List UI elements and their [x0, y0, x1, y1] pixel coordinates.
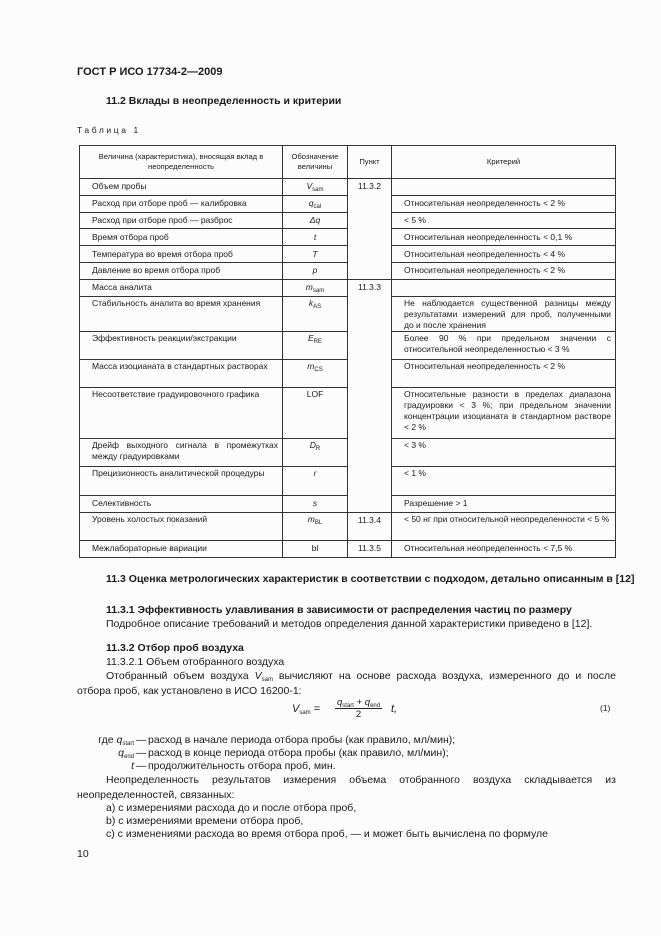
quantity-cell: Расход при отборе проб — разброс: [80, 212, 283, 229]
column-header: Обозначение величины: [283, 146, 348, 179]
section-11-3-2-heading: 11.3.2 Отбор проб воздуха: [106, 642, 244, 654]
symbol-cell: p: [283, 262, 348, 279]
symbol-cell: s: [283, 495, 348, 512]
table-row: [80, 279, 616, 296]
symbol-cell: LOF: [283, 388, 348, 439]
criterion-cell: Относительные разности в пределах диапазона градуировки < 3 %; при предельном значении концентрации изоцианата в стандартном растворе < 2 %: [392, 388, 616, 439]
symbol-cell: $D_R$: [283, 439, 348, 467]
symbol-cell: $m_{BL}$: [283, 512, 348, 540]
criterion-cell: Относительная неопределенность < 2 %: [392, 359, 616, 387]
quantity-cell: Объем пробы: [80, 179, 283, 196]
section-11-3-2-1-heading: 11.3.2.1 Объем отобранного воздуха: [106, 656, 285, 668]
table-header-row: [80, 146, 616, 179]
quantity-cell: Дрейф выходного сигнала в промежутках между градуировками: [80, 439, 283, 467]
symbol-cell: $E_{RE}$: [283, 331, 348, 359]
criterion-cell: Относительная неопределенность < 7,5 %: [392, 540, 616, 557]
symbol-cell: r: [283, 467, 348, 495]
page-number: 10: [77, 848, 89, 860]
symbol-cell: $m_{sam}$: [283, 279, 348, 296]
table-row: [80, 540, 616, 557]
section-11-3-1-text: Подробное описание требований и методов определения данной характеристики приведено в [12].: [106, 618, 593, 630]
quantity-cell: Эффективность реакции/экстракции: [80, 331, 283, 359]
criterion-cell: Относительная неопределенность < 2 %: [392, 262, 616, 279]
clause-cell: 11.3.3: [348, 279, 392, 512]
uncertainty-text: Неопределенность результатов измерения объема отобранного воздуха складывается из неопределенностей, связанных:: [77, 774, 616, 801]
section-11-3-1-heading: 11.3.1 Эффективность улавливания в зависимости от распределения частиц по размеру: [106, 604, 572, 616]
table-row: [80, 179, 616, 196]
clause-cell: 11.3.5: [348, 540, 392, 557]
section-title: 11.2 Вклады в неопределенность и критерии: [106, 95, 342, 107]
quantity-cell: Давление во время отбора проб: [80, 262, 283, 279]
criterion-cell: < 50 нг при относительной неопределенности < 5 %: [392, 512, 616, 540]
quantity-cell: Прецизионность аналитической процедуры: [80, 467, 283, 495]
quantity-cell: Уровень холостых показаний: [80, 512, 283, 540]
criterion-cell: < 5 %: [392, 212, 616, 229]
column-header: Пункт: [348, 146, 392, 179]
quantity-cell: Время отбора проб: [80, 229, 283, 246]
quantity-cell: Селективность: [80, 495, 283, 512]
table-row: [80, 512, 616, 540]
quantity-cell: Стабильность аналита во время хранения: [80, 296, 283, 331]
column-header: Величина (характеристика), вносящая вклад в неопределенность: [80, 146, 283, 179]
quantity-cell: Расход при отборе проб — калибровка: [80, 195, 283, 212]
clause-cell: 11.3.4: [348, 512, 392, 540]
section-11-3-heading: 11.3 Оценка метрологических характеристик в соответствии с подходом, детально описанным в [12]: [106, 573, 635, 585]
criterion-cell: < 1 %: [392, 467, 616, 495]
quantity-cell: Несоответствие градуировочного графика: [80, 388, 283, 439]
criterion-cell: Разрешение > 1: [392, 495, 616, 512]
criterion-cell: Не наблюдается существенной разницы между результатами измерений для проб, полученными до и после хранения: [392, 296, 616, 331]
criterion-cell: < 3 %: [392, 439, 616, 467]
quantity-cell: Температура во время отбора проб: [80, 246, 283, 263]
formula-number: (1): [600, 703, 611, 713]
list-item: a) с измерениями расхода до и после отбора проб,: [106, 802, 357, 814]
symbol-cell: t: [283, 229, 348, 246]
legend-item: где $q_{start}$ — расход в начале периода отбора пробы (как правило, мл/мин);: [98, 734, 456, 747]
symbol-cell: $m_{CS}$: [283, 359, 348, 387]
criterion-cell: Более 90 % при предельном значении с относительной неопределенностью < 3 %: [392, 331, 616, 359]
legend-item: t — продолжительность отбора проб, мин.: [131, 760, 336, 772]
criterion-cell: [392, 179, 616, 196]
column-header: Критерий: [392, 146, 616, 179]
clause-cell: 11.3.2: [348, 179, 392, 280]
section-11-3-2-1-text: Отобранный объем воздуха $V_{sam}$ вычисляют на основе расхода воздуха, измеренного до и после отбора проб, как установлено в ИСО 16200-1:: [77, 670, 616, 697]
quantity-cell: Масса аналита: [80, 279, 283, 296]
criterion-cell: Относительная неопределенность < 0,1 %: [392, 229, 616, 246]
symbol-cell: T: [283, 246, 348, 263]
document-header: ГОСТ Р ИСО 17734-2—2009: [77, 66, 223, 78]
criteria-table: [79, 145, 616, 558]
symbol-cell: $q_{cal}$: [283, 195, 348, 212]
legend-item: $q_{end}$ — расход в конце периода отбора пробы (как правило, мл/мин);: [118, 747, 449, 760]
list-item: c) с изменениями расхода во время отбора проб, — и может быть вычислена по формуле: [106, 828, 548, 840]
list-item: b) с измерениями времени отбора проб,: [106, 815, 304, 827]
table-caption: Таблица 1: [77, 125, 141, 135]
symbol-cell: bl: [283, 540, 348, 557]
symbol-cell: $k_{AS}$: [283, 296, 348, 331]
symbol-cell: $V_{sam}$: [283, 179, 348, 196]
criterion-cell: Относительная неопределенность < 4 %: [392, 246, 616, 263]
quantity-cell: Масса изоцианата в стандартных растворах: [80, 359, 283, 387]
symbol-cell: Δq: [283, 212, 348, 229]
criterion-cell: [392, 279, 616, 296]
quantity-cell: Межлабораторные вариации: [80, 540, 283, 557]
criterion-cell: Относительная неопределенность < 2 %: [392, 195, 616, 212]
